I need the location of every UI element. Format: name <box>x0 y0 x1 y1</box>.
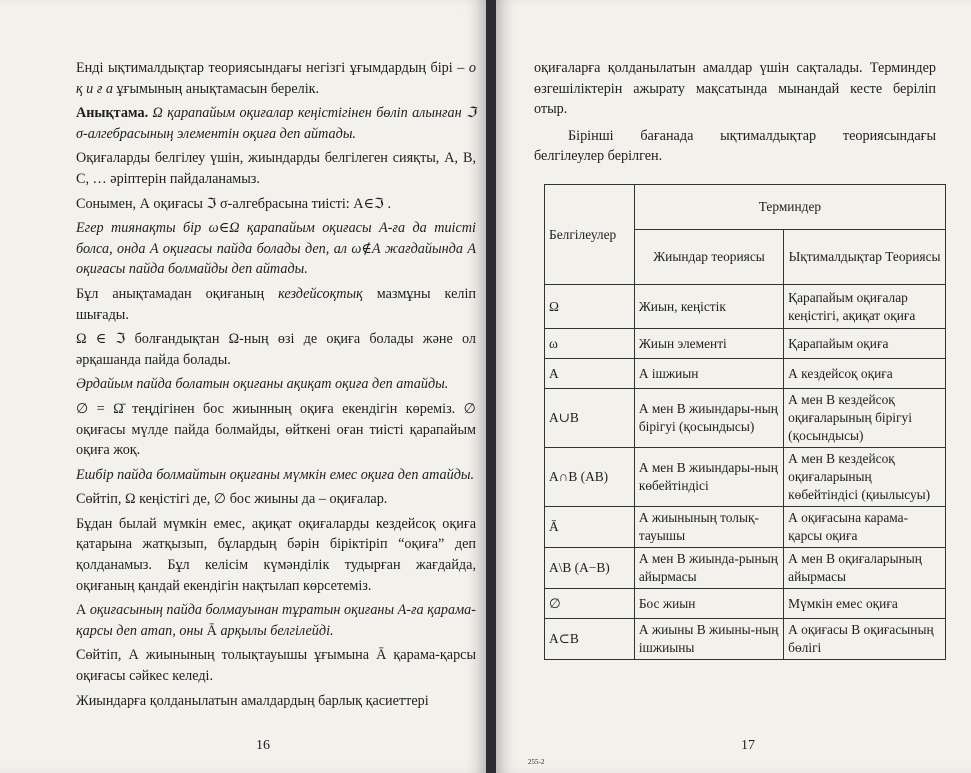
paragraph-empty-set <box>76 399 476 461</box>
cell-prob-term: А мен В кездейсоқ оқиғаларының көбейтіндісі (қиылысуы) <box>784 448 946 507</box>
text-run: Оқиғаларды белгілеу үшін, жиындарды белгілеген сияқты, А, В, С, … әріптерін пайдаланамыз. <box>76 150 476 187</box>
table-row <box>545 619 946 660</box>
text-run: Сонымен, А оқиғасы ℑ σ-алгебрасына тиісті: А∈ℑ . <box>76 195 392 212</box>
text-run: Бұдан былай мүмкін емес, ақиқат оқиғаларды кездейсоқ оқиға қатарына жатқызып, бұлардың бәрін біріктіріп “оқиға” деп қолданамыз. Бұл келісім күмәнділік тудырған жағдайда, оқиғаның қандай екендігін нақтылап көрсетеміз. <box>76 515 476 594</box>
terms-table <box>544 184 946 660</box>
table-row <box>545 548 946 589</box>
table-row <box>545 589 946 619</box>
paragraph-randomness <box>76 284 476 325</box>
text-run: Ω ∈ ℑ болғандықтан Ω-ның өзі де оқиға болады және ол әрқашанда пайда болады. <box>76 331 476 368</box>
paragraph-complement-match <box>76 645 476 686</box>
table-row <box>545 389 946 448</box>
cell-prob-term: А оқиғасына карама-қарсы оқиға <box>784 507 946 548</box>
cell-symbol: Ω <box>545 285 635 329</box>
cell-prob-term: А мен В оқиғаларының айырмасы <box>784 548 946 589</box>
page-number-right: 17 <box>741 738 755 753</box>
header-symbols: Белгілеулер <box>545 185 635 285</box>
header-set-theory: Жиындар теориясы <box>634 230 783 285</box>
paragraph-convention <box>76 514 476 596</box>
table-header-row <box>545 185 946 230</box>
cell-symbol: Ā <box>545 507 635 548</box>
text-run: ұғымының анықтамасын берелік. <box>113 80 320 97</box>
paragraph-properties <box>76 691 476 712</box>
cell-prob-term: А оқиғасы В оқиғасының бөлігі <box>784 619 946 660</box>
text-run: Әрдайым пайда болатын оқиғаны ақиқат оқиға деп атайды. <box>76 376 449 393</box>
cell-symbol: ∅ <box>545 589 635 619</box>
paragraph-membership <box>76 194 476 215</box>
cell-symbol: ω <box>545 329 635 359</box>
text-run-spaced: о қ и ғ а <box>76 60 476 97</box>
printer-signature: 255-2 <box>528 758 545 766</box>
page-number-left: 16 <box>256 738 270 753</box>
table-row <box>545 507 946 548</box>
table-row <box>545 448 946 507</box>
text-run: А <box>76 602 90 619</box>
cell-set-term: А мен В жиындары-ның көбейтіндісі <box>634 448 783 507</box>
cell-set-term: Жиын элементі <box>634 329 783 359</box>
cell-symbol: A∪B <box>545 389 635 448</box>
right-page-text <box>534 58 936 173</box>
table-row <box>545 359 946 389</box>
paragraph-certain-event <box>76 374 476 395</box>
cell-symbol: A⊂B <box>545 619 635 660</box>
cell-set-term: А ішжиын <box>634 359 783 389</box>
cell-prob-term: А кездейсоқ оқиға <box>784 359 946 389</box>
paragraph-summary <box>76 489 476 510</box>
cell-set-term: А мен В жиындары-ның бірігуі (қосындысы) <box>634 389 783 448</box>
text-run-italic: арқылы белгілейді. <box>216 622 334 639</box>
definition-text: Ω қарапайым оқиғалар кеңістігінен бөліп алынған ℑ σ-алгебрасының элементін оқиға деп айтады. <box>76 105 476 142</box>
paragraph-first-column: Бірінші бағанада ықтималдықтар теориясындағы белгілеулер берілген. <box>534 127 936 165</box>
header-terms: Терминдер <box>634 185 945 230</box>
paragraph-notation <box>76 148 476 189</box>
cell-prob-term: Қарапайым оқиғалар кеңістігі, ақиқат оқиға <box>784 285 946 329</box>
paragraph-intro <box>76 58 476 99</box>
paragraph-definition <box>76 103 476 144</box>
cell-prob-term: А мен В кездейсоқ оқиғаларының бірігуі (қосындысы) <box>784 389 946 448</box>
text-run: Егер тиянақты бір ω∈Ω қарапайым оқиғасы А-ға да тиісті болса, онда А оқиғасы пайда болады деп, ал ω∉А жағдайында А оқиғасы пайда болмайды деп айтады. <box>76 220 476 278</box>
text-run: Ешбір пайда болмайтын оқиғаны мүмкін емес оқиға деп атайды. <box>76 466 475 483</box>
paragraph-omega <box>76 329 476 370</box>
table-row <box>545 285 946 329</box>
book-spine <box>486 0 496 773</box>
cell-symbol: A∩B (AB) <box>545 448 635 507</box>
paragraph-complement <box>76 600 476 641</box>
header-probability-theory: Ықтималдықтар Теориясы <box>784 230 946 285</box>
cell-set-term: Жиын, кеңістік <box>634 285 783 329</box>
text-run: Сөйтіп, А жиынының толықтауышы ұғымына Ā қарама-қарсы оқиғасы сәйкес келеді. <box>76 647 476 685</box>
paragraph-impossible-event <box>76 465 476 486</box>
text-run: Енді ықтималдықтар теориясындағы негізгі ұғымдардың бірі – <box>76 60 469 76</box>
text-run: Бұл анықтамадан оқиғаның <box>76 285 279 302</box>
cell-set-term: А мен В жиында-рының айырмасы <box>634 548 783 589</box>
paragraph-occurrence <box>76 218 476 280</box>
left-page-text <box>76 58 476 715</box>
cell-symbol: A <box>545 359 635 389</box>
cell-set-term: А жиынының толық-тауышы <box>634 507 783 548</box>
paragraph-continuation: оқиғаларға қолданылатын амалдар үшін сақталады. Терминдер өзгешіліктерін ажырату мақсатында мынандай кесте беріліп отыр. <box>534 60 936 118</box>
text-run: ∅ = Ω̄ теңдігінен бос жиынның оқиға екендігін көреміз. ∅ оқиғасы мүлде пайда болмайды, өйткені оған тиісті қарапайым оқиға жоқ. <box>76 400 476 459</box>
text-run-italic: оқиғасының пайда болмауынан тұратын оқиғаны А-ға қарама-қарсы деп атап, оны <box>76 602 476 639</box>
text-run: Сөйтіп, Ω кеңістігі де, ∅ бос жиыны да – оқиғалар. <box>76 491 388 508</box>
table-row <box>545 329 946 359</box>
cell-prob-term: Мүмкін емес оқиға <box>784 589 946 619</box>
cell-prob-term: Қарапайым оқиға <box>784 329 946 359</box>
text-run: мазмұны келіп шығады. <box>76 285 476 323</box>
cell-set-term: А жиыны В жиыны-ның ішжиыны <box>634 619 783 660</box>
cell-set-term: Бос жиын <box>634 589 783 619</box>
definition-label: Анықтама. <box>76 105 149 122</box>
text-run: Жиындарға қолданылатын амалдардың барлық қасиеттері <box>76 692 429 709</box>
cell-symbol: A\B (A−B) <box>545 548 635 589</box>
text-run-italic: кездейсоқтық <box>278 285 363 302</box>
text-run: Ā <box>206 622 217 639</box>
